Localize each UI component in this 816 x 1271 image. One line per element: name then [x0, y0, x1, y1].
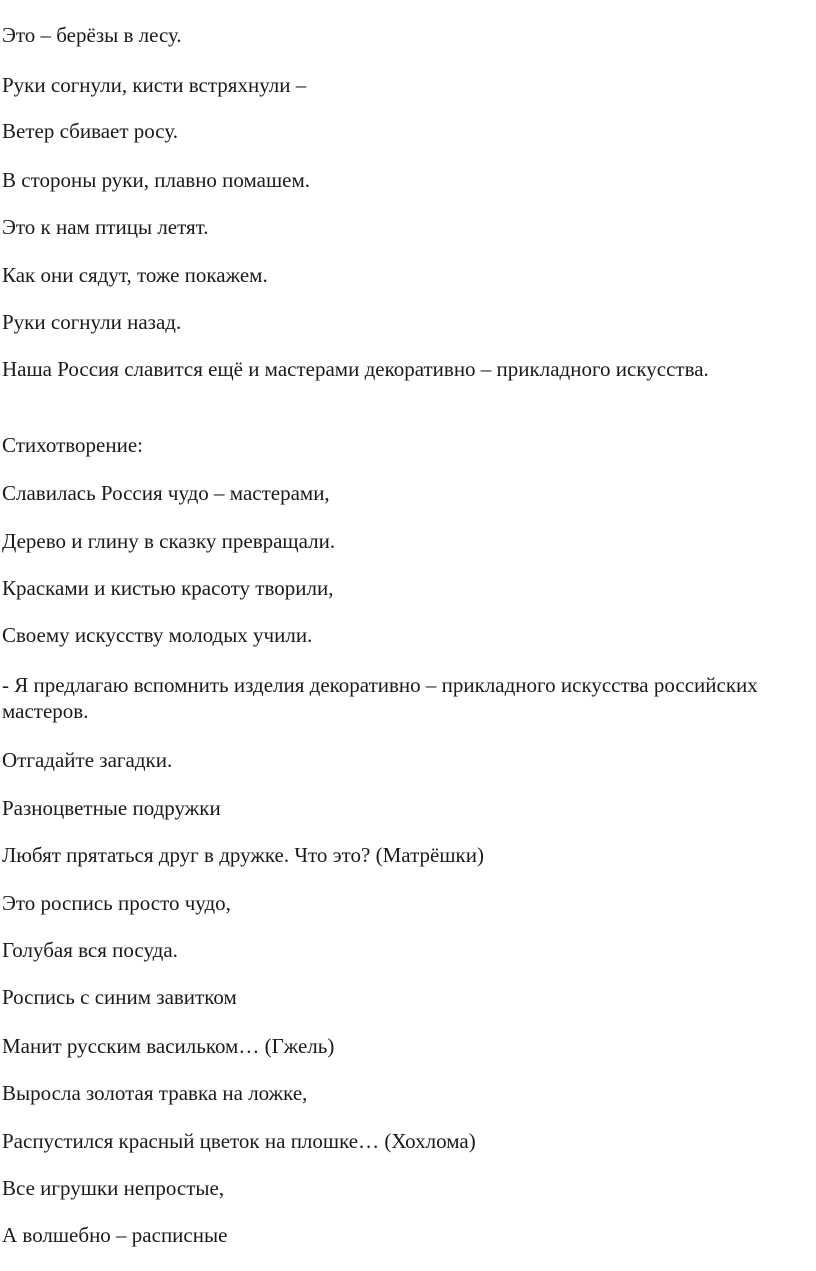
paragraph-10: Славилась Россия чудо – мастерами, — [2, 481, 330, 505]
paragraph-1: Это – берёзы в лесу. — [2, 23, 182, 47]
paragraph-9: Стихотворение: — [2, 433, 143, 457]
paragraph-18: Это роспись просто чудо, — [2, 891, 231, 915]
paragraph-2: Руки согнули, кисти встряхнули – — [2, 73, 307, 97]
paragraph-20: Роспись с синим завитком — [2, 985, 237, 1009]
paragraph-25: А волшебно – расписные — [2, 1223, 228, 1247]
paragraph-22: Выросла золотая травка на ложке, — [2, 1081, 308, 1105]
paragraph-21: Манит русским васильком… (Гжель) — [2, 1034, 335, 1058]
paragraph-4: В стороны руки, плавно помашем. — [2, 168, 311, 192]
paragraph-5: Это к нам птицы летят. — [2, 215, 209, 239]
paragraph-23: Распустился красный цветок на плошке… (Хохлома) — [2, 1129, 476, 1153]
paragraph-11: Дерево и глину в сказку превращали. — [2, 529, 336, 553]
paragraph-15: Отгадайте загадки. — [2, 748, 173, 772]
paragraph-16: Разноцветные подружки — [2, 796, 221, 820]
paragraph-6: Как они сядут, тоже покажем. — [2, 263, 268, 287]
paragraph-24: Все игрушки непростые, — [2, 1176, 225, 1200]
paragraph-7: Руки согнули назад. — [2, 310, 182, 334]
paragraph-13: Своему искусству молодых учили. — [2, 623, 313, 647]
paragraph-19: Голубая вся посуда. — [2, 938, 178, 962]
paragraph-8: Наша Россия славится ещё и мастерами декоративно – прикладного искусства. — [2, 357, 709, 381]
paragraph-3: Ветер сбивает росу. — [2, 119, 178, 143]
paragraph-12: Красками и кистью красоту творили, — [2, 576, 334, 600]
paragraph-14: - Я предлагаю вспомнить изделия декоративно – прикладного искусства российских мастеров. — [2, 673, 758, 723]
paragraph-17: Любят прятаться друг в дружке. Что это? (Матрёшки) — [2, 843, 484, 867]
